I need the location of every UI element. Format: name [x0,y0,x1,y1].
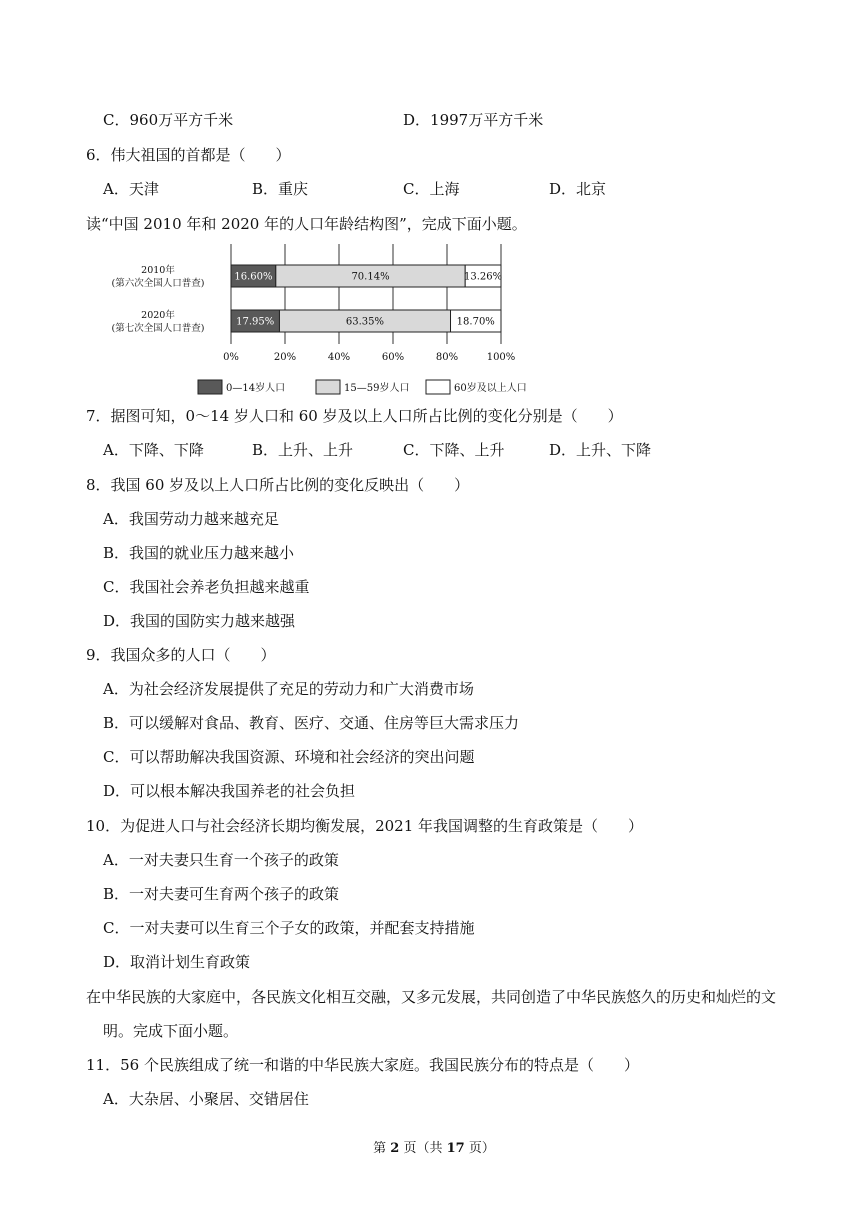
q5-option-c: C．960万平方千米 [103,111,234,129]
q10-option-b: B．一对夫妻可生育两个孩子的政策 [103,885,340,903]
legend-label: 0—14岁人口 [226,383,286,394]
bar-data-label: 70.14% [351,271,390,283]
bar-data-label: 16.60% [234,271,273,283]
x-tick-label: 40% [327,352,351,363]
chart-intro: 读“中国 2010 年和 2020 年的人口年龄结构图”，完成下面小题。 [86,215,527,233]
category-label-census: (第七次全国人口普查) [111,323,205,334]
q7-option-b: B．上升、上升 [252,441,354,459]
q9-stem: 9．我国众多的人口（ ） [86,646,276,664]
bar-data-label: 63.35% [345,316,385,328]
q6-option-a: A．天津 [103,180,159,198]
q10-option-c: C．一对夫妻可以生育三个子女的政策，并配套支持措施 [103,919,475,937]
category-label-census: (第六次全国人口普查) [111,278,205,289]
q9-option-c: C．可以帮助解决我国资源、环境和社会经济的突出问题 [103,748,475,766]
q7-option-d: D．上升、下降 [549,441,652,459]
footer-middle: 页（共 [399,1141,447,1156]
legend-swatch [316,380,340,394]
q8-stem: 8．我国 60 岁及以上人口所占比例的变化反映出（ ） [86,476,470,494]
q11-stem: 11．56 个民族组成了统一和谐的中华民族大家庭。我国民族分布的特点是（ ） [86,1056,639,1074]
q10-stem: 10．为促进人口与社会经济长期均衡发展，2021 年我国调整的生育政策是（ ） [86,817,644,835]
footer-prefix: 第 [373,1141,391,1156]
q9-option-d: D．可以根本解决我国养老的社会负担 [103,782,356,800]
category-label-year: 2010年 [141,265,175,276]
bar-data-label: 13.26% [464,271,503,283]
q9-option-a: A．为社会经济发展提供了充足的劳动力和广大消费市场 [103,680,474,698]
q7-option-c: C．下降、上升 [403,441,505,459]
q8-option-c: C．我国社会养老负担越来越重 [103,578,310,596]
legend-swatch [426,380,450,394]
q7-option-a: A．下降、下降 [103,441,204,459]
bar-data-label: 17.95% [236,316,275,328]
q10-option-d: D．取消计划生育政策 [103,953,251,971]
x-tick-label: 80% [435,352,459,363]
ethnic-intro-line2: 明。完成下面小题。 [103,1022,239,1040]
category-label-year: 2020年 [141,310,175,321]
population-age-structure-chart [96,240,556,400]
bar-data-label: 18.70% [456,316,495,328]
ethnic-intro-line1: 在中华民族的大家庭中，各民族文化相互交融，又多元发展，共同创造了中华民族悠久的历史和灿烂的文 [86,988,777,1006]
q5-option-d: D．1997万平方千米 [403,111,544,129]
q9-option-b: B．可以缓解对食品、教育、医疗、交通、住房等巨大需求压力 [103,714,520,732]
footer-suffix: 页） [464,1141,495,1156]
page-footer [0,1137,868,1156]
q6-option-c: C．上海 [403,180,460,198]
q10-option-a: A．一对夫妻只生育一个孩子的政策 [103,851,339,869]
legend-swatch [198,380,222,394]
x-tick-label: 20% [273,352,297,363]
footer-page-number: 2 [390,1141,400,1156]
q8-option-b: B．我国的就业压力越来越小 [103,544,295,562]
q8-option-d: D．我国的国防实力越来越强 [103,612,296,630]
x-tick-label: 0% [223,352,239,363]
q6-stem: 6．伟大祖国的首都是（ ） [86,146,291,164]
q6-option-d: D．北京 [549,180,607,198]
q6-option-b: B．重庆 [252,180,309,198]
q8-option-a: A．我国劳动力越来越充足 [103,510,279,528]
x-tick-label: 60% [381,352,405,363]
q7-stem: 7．据图可知，0～14 岁人口和 60 岁及以上人口所占比例的变化分别是（ ） [86,407,623,425]
legend-label: 60岁及以上人口 [454,383,527,394]
x-tick-label: 100% [486,352,516,363]
q11-option-a: A．大杂居、小聚居、交错居住 [103,1090,309,1108]
legend-label: 15—59岁人口 [344,383,410,394]
footer-total-pages: 17 [446,1141,465,1156]
